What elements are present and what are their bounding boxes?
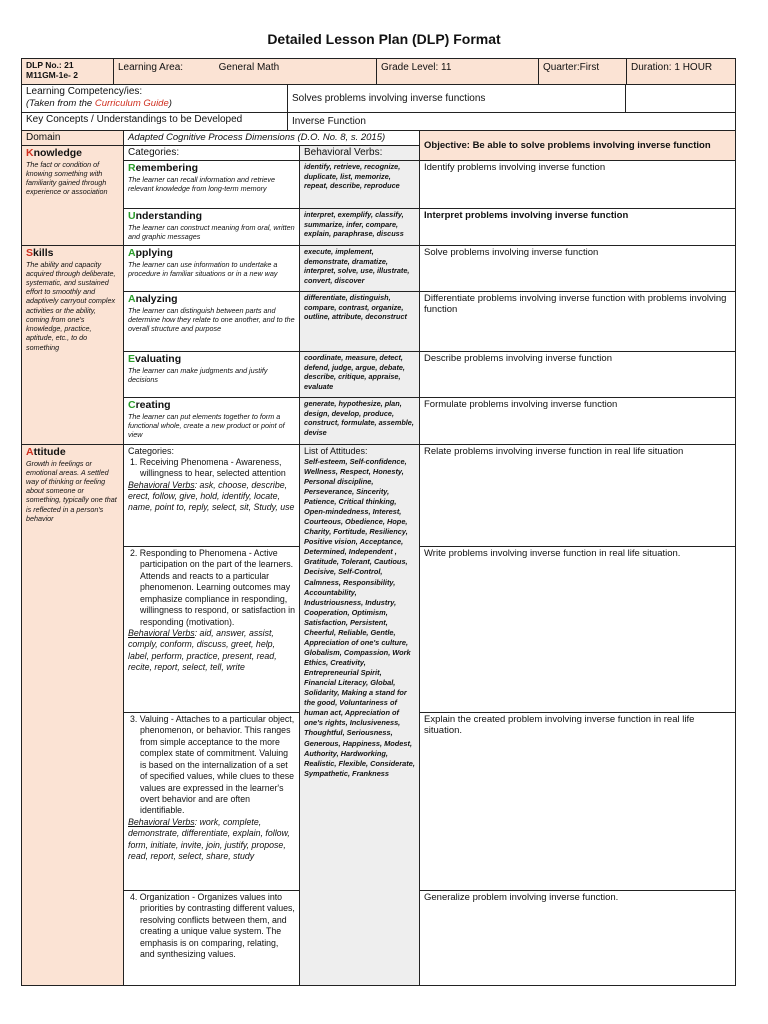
quarter-cell: Quarter:First	[539, 59, 627, 85]
skills-desc: The ability and capacity acquired through deliberate, systematic, and sustained effort to smoothly and adaptively carryout complex activities or the ability, coming from one's knowledge, practice, aptitude, etc., to do something	[26, 259, 116, 352]
attitude-cat-responding: 2. Responding to Phenomena - Active participation on the part of the learners. Attends and reacts to a particular phenomenon. Learning outcomes may emphasize compliance in responding, willingness to respond, or satisfaction in responding (motivation). Behavioral Verbs: aid, answer, assist, comply, conform, discuss, greet, help, label, perform, practice, present, read, recite, report, select, tell, write	[124, 547, 300, 713]
duration-cell: Duration: 1 HOUR	[627, 59, 736, 85]
verbs-creating: generate, hypothesize, plan, design, develop, produce, construct, formulate, assemble, devise	[300, 398, 420, 445]
competency-label: Learning Competency/ies:	[26, 86, 143, 97]
competency-note: (Taken from the Curriculum Guide)	[26, 98, 172, 109]
skills-domain: Skills The ability and capacity acquired through deliberate, systematic, and sustained effort to smoothly and adaptively carryout complex activities or the ability, coming from one's knowledge, practice, aptitude, etc., to do something	[22, 246, 124, 445]
attitudes-values: Self-esteem, Self-confidence, Wellness, Respect, Honesty, Personal discipline, Perseverance, Sincerity, Patience, Critical thinking, Open-mindedness, Interest, Courteous, Obedience, Hope, Charity, Fortitude, Resiliency, Positive vision, Acceptance, Determined, Independent , Gratitude, Tolerant, Cautious, Decisive, Self-Control, Calmness, Responsibility, Accountability, Industriousness, Industry, Cooperation, Optimism, Satisfaction, Persistent, Cheerful, Reliable, Gentle, Appreciation of one's culture, Globalism, Compassion, Work Ethics, Creativity, Entrepreneurial Spirit, Financial Literacy, Global, Solidarity, Making a stand for the good, Voluntariness of human act, Appreciation of one's rights, Inclusiveness, Thoughtful, Seriousness, Generous, Happiness, Modest, Authority, Hardworking, Realistic, Flexible, Considerate, Sympathetic, Frankness	[304, 456, 415, 778]
dlp-code: M11GM-1e- 2	[26, 70, 78, 81]
objective-remembering: Identify problems involving inverse function	[420, 161, 736, 209]
header-table	[21, 58, 736, 85]
competency-value: Solves problems involving inverse functions	[288, 85, 626, 113]
key-concepts-label: Key Concepts / Understandings to be Developed	[22, 113, 288, 131]
objective-applying: Solve problems involving inverse function	[420, 246, 736, 292]
attitude-domain: Attitude Growth in feelings or emotional areas. A settled way of thinking or feeling about someone or something, typically one that is reflected in a person's behavior	[22, 445, 124, 986]
grade-level-cell: Grade Level: 11	[377, 59, 539, 85]
objective-evaluating: Describe problems involving inverse function	[420, 352, 736, 398]
verbs-remembering: identify, retrieve, recognize, duplicate, list, memorize, repeat, describe, reproduce	[300, 161, 420, 209]
knowledge-desc: The fact or condition of knowing something with familiarity gained through experience or association	[26, 159, 108, 197]
attitude-desc: Growth in feelings or emotional areas. A settled way of thinking or feeling about someone or something, typically one that is reflected in a person's behavior	[26, 458, 117, 523]
categories-header: Categories:	[124, 146, 300, 161]
cat-evaluating: Evaluating The learner can make judgments and justify decisions	[124, 352, 300, 398]
objective-responding: Write problems involving inverse function in real life situation.	[420, 547, 736, 713]
cat-creating: Creating The learner can put elements together to form a functional whole, create a new product or point of view	[124, 398, 300, 445]
objective-organization: Generalize problem involving inverse function.	[420, 891, 736, 986]
cat-remembering: Remembering The learner can recall information and retrieve relevant knowledge from long-term memory	[124, 161, 300, 209]
adapted-header: Adapted Cognitive Process Dimensions (D.O. No. 8, s. 2015)	[124, 131, 420, 146]
attitude-cat-organization: 4. Organization - Organizes values into priorities by contrasting different values, resolving conflicts between them, and creating a unique value system. The emphasis is on comparing, relating, and synthesizing values.	[124, 891, 300, 986]
verbs-analyzing: differentiate, distinguish, compare, contrast, organize, outline, attribute, deconstruct	[300, 292, 420, 352]
main-table	[21, 130, 736, 986]
skills-title: kills	[33, 247, 54, 259]
cat-understanding: Understanding The learner can construct meaning from oral, written and graphic messages	[124, 209, 300, 246]
verbs-header: Behavioral Verbs:	[300, 146, 420, 161]
competency-table	[21, 84, 736, 131]
dlp-number-cell	[22, 59, 114, 85]
attitude-categories-label: Categories:	[128, 446, 175, 456]
verbs-understanding: interpret, exemplify, classify, summarize, infer, compare, explain, paraphrase, discuss	[300, 209, 420, 246]
domain-header: Domain	[22, 131, 124, 146]
objective-analyzing: Differentiate problems involving inverse function with problems involving function	[420, 292, 736, 352]
verbs-evaluating: coordinate, measure, detect, defend, judge, argue, debate, describe, critique, appraise, evaluate	[300, 352, 420, 398]
attitude-cat-valuing: 3. Valuing - Attaches to a particular object, phenomenon, or behavior. This ranges from simple acceptance to the more complex state of commitment. Valuing is based on the internalization of a set of specified values, while clues to these values are expressed in the learner's overt behavior and are often identifiable. Behavioral Verbs: work, complete, demonstrate, differentiate, explain, follow, form, initiate, invite, join, justify, propose, read, report, select, share, study	[124, 713, 300, 891]
attitude-cat-receiving: Categories: 1. Receiving Phenomena - Awareness, willingness to hear, selected attention Behavioral Verbs: ask, choose, describe, erect, follow, give, hold, identify, locate, name, point to, reply, select, sit, Study, use	[124, 445, 300, 547]
cat-applying: Applying The learner can use information to undertake a procedure in familiar situations or in a new way	[124, 246, 300, 292]
knowledge-title: nowledge	[33, 147, 83, 159]
objective-valuing: Explain the created problem involving inverse function in real life situation.	[420, 713, 736, 891]
objective-receiving: Relate problems involving inverse function in real life situation	[420, 445, 736, 547]
attitudes-list	[300, 445, 420, 986]
objective-header: Objective: Be able to solve problems involving inverse function	[420, 131, 736, 161]
page-title: Detailed Lesson Plan (DLP) Format	[267, 31, 501, 47]
learning-area-label: Learning Area:	[118, 62, 184, 73]
attitudes-list-label: List of Attitudes:	[304, 446, 368, 456]
dlp-number: DLP No.: 21	[26, 60, 74, 70]
verbs-applying: execute, implement, demonstrate, dramatize, interpret, solve, use, illustrate, convert, discover	[300, 246, 420, 292]
curriculum-guide-link: Curriculum Guide	[94, 98, 169, 109]
objective-understanding: Interpret problems involving inverse function	[420, 209, 736, 246]
cat-analyzing: Analyzing The learner can distinguish between parts and determine how they relate to one another, and to the overall structure and purpose	[124, 292, 300, 352]
competency-empty-cell	[626, 85, 736, 113]
key-concepts-value: Inverse Function	[288, 113, 736, 131]
learning-area-value: General Math	[218, 62, 280, 73]
attitude-title: ttitude	[33, 446, 66, 458]
competency-label-cell	[22, 85, 288, 113]
objective-creating: Formulate problems involving inverse function	[420, 398, 736, 445]
learning-area-cell	[114, 59, 377, 85]
knowledge-domain: Knowledge The fact or condition of knowing something with familiarity gained through experience or association	[22, 146, 124, 246]
